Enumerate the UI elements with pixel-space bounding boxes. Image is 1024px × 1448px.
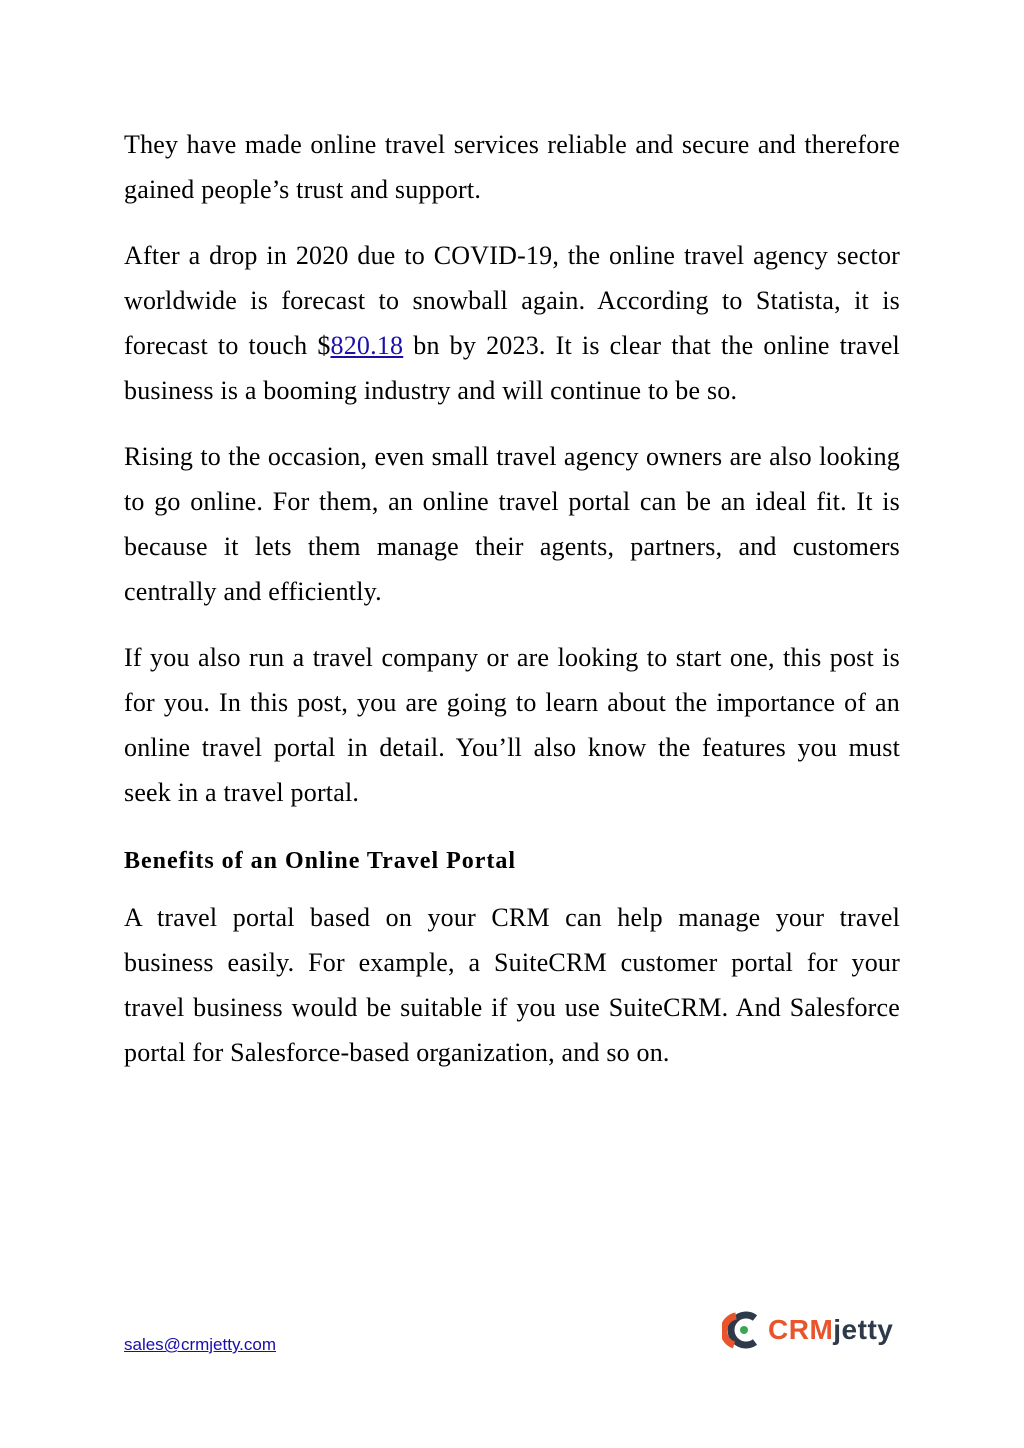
paragraph-trust: They have made online travel services reliable and secure and therefore gained people’s trust and support. [124,130,900,204]
statista-link[interactable]: 820.18 [330,331,404,360]
section-heading: Benefits of an Online Travel Portal [124,848,517,874]
paragraph-small-agencies: Rising to the occasion, even small travel agency owners are also looking to go online. For them, an online travel portal can be an ideal fit. It is because it lets them manage their agents, partners, and customers centrally and efficiently. [124,442,900,606]
paragraph-text: After a drop in 2020 due to COVID-19, the online travel agency sector worldwide is forecast to snowball again. According to Statista, it is forecast to touch $ [124,241,900,360]
crmjetty-logo [722,1306,893,1354]
crmjetty-c-logo-icon [722,1308,762,1352]
logo-crm-text: CRM [768,1314,834,1345]
paragraph-crm-portal: A travel portal based on your CRM can help manage your travel business easily. For example, a SuiteCRM customer portal for your travel business would be suitable if you use SuiteCRM. And Salesforce portal for Salesforce-based organization, and so on. [124,903,900,1067]
logo-wordmark [768,1316,893,1344]
footer-email-link[interactable]: sales@crmjetty.com [124,1335,277,1354]
paragraph-market-forecast [124,233,900,413]
logo-jetty-text: jetty [833,1314,894,1345]
paragraph-text: bn by 2023. It is clear that the online travel business is a booming industry and will continue to be so. [124,331,900,405]
document-body [124,122,900,1096]
paragraph-post-intro: If you also run a travel company or are looking to start one, this post is for you. In this post, you are going to learn about the importance of an online travel portal in detail. You’ll also know the features you must seek in a travel portal. [124,643,900,807]
